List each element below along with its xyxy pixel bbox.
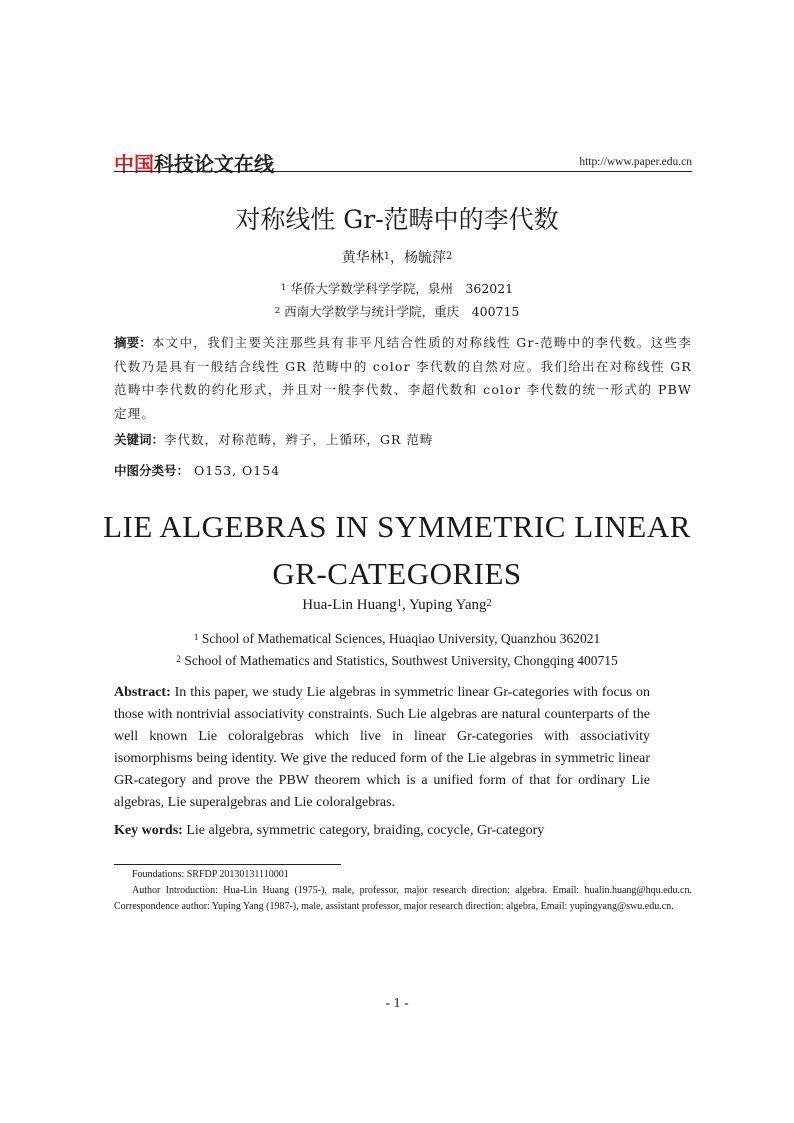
chinese-author-1: 黄华林 bbox=[341, 250, 384, 266]
english-affiliation-1 bbox=[0, 631, 794, 647]
english-author-2: , Yuping Yang bbox=[402, 597, 487, 613]
logo-red-text: 中国 bbox=[114, 152, 154, 176]
footnote-divider bbox=[114, 864, 341, 865]
english-author-1: Hua-Lin Huang bbox=[302, 597, 397, 613]
english-author-1-sup: 1 bbox=[396, 597, 403, 609]
chinese-classification-label: 中图分类号： bbox=[114, 463, 190, 478]
english-abstract-label: Abstract: bbox=[114, 685, 171, 700]
chinese-author-1-sup: 1 bbox=[383, 251, 390, 263]
journal-url[interactable]: http://www.paper.edu.cn bbox=[579, 156, 692, 168]
english-keywords-label: Key words: bbox=[114, 823, 183, 838]
page-number: - 1 - bbox=[385, 996, 409, 1011]
english-aff2-text: School of Mathematics and Statistics, Southwest University, Chongqing 400715 bbox=[180, 653, 618, 668]
english-affiliation-2 bbox=[0, 653, 794, 669]
chinese-affiliation-2 bbox=[0, 302, 794, 320]
chinese-keywords bbox=[114, 430, 692, 448]
english-abstract bbox=[114, 682, 650, 814]
english-keywords-text: Lie algebra, symmetric category, braiding, cocycle, Gr-category bbox=[182, 823, 545, 838]
chinese-aff2-text: 西南大学数学与统计学院，重庆 400715 bbox=[280, 304, 520, 319]
chinese-aff2-sup: 2 bbox=[274, 306, 281, 317]
english-abstract-text: In this paper, we study Lie algebras in symmetric linear Gr-categories with focus on those with nontrivial associativity constraints. Such Lie algebras are natural counterparts of the well known Lie coloralgebras which live in linear Gr-categories with associativity isomorphisms being identity. We give the reduced form of the Lie algebras in symmetric linear GR-category and prove the PBW theorem which is a unified form of that for ordinary Lie algebras, Lie superalgebras and Lie coloralgebras. bbox=[114, 685, 650, 810]
chinese-authors bbox=[0, 247, 794, 267]
footnote-author-intro: Author Introduction: Hua-Lin Huang (1975-), male, professor, major research direction: algebra. Email: hualin.huang@hqu.edu.cn. Correspondence author: Yuping Yang (1987-), male, assistant professor, major research direction: algebra, Email: yupingyang@swu.edu.cn. bbox=[114, 885, 692, 912]
english-title bbox=[0, 503, 794, 597]
chinese-keywords-label: 关键词： bbox=[114, 432, 165, 447]
chinese-keywords-text: 李代数，对称范畴，辫子，上循环，GR 范畴 bbox=[164, 432, 434, 447]
english-aff1-sup: 1 bbox=[193, 633, 199, 644]
chinese-classification bbox=[114, 461, 692, 479]
english-keywords bbox=[114, 823, 692, 839]
logo-dark-text: 科技论文在线 bbox=[154, 152, 274, 176]
chinese-author-2-sup: 2 bbox=[446, 251, 453, 263]
chinese-abstract-text: 本文中，我们主要关注那些具有非平凡结合性质的对称线性 Gr-范畴中的李代数。这些李代数乃是具有一般结合线性 GR 范畴中的 color 李代数的自然对应。我们给出在对称线性 GR 范畴中李代数的约化形式，并且对一般李代数、李超代数和 color 李代数的统一形式的 PBW 定理。 bbox=[114, 335, 692, 421]
english-author-2-sup: 2 bbox=[486, 597, 492, 609]
english-aff2-sup: 2 bbox=[176, 655, 181, 666]
english-title-line-1: LIE ALGEBRAS IN SYMMETRIC LINEAR bbox=[103, 509, 691, 544]
english-title-line-2: GR-CATEGORIES bbox=[272, 556, 522, 591]
footnotes bbox=[114, 867, 692, 915]
journal-logo bbox=[114, 148, 274, 177]
header-divider bbox=[114, 171, 692, 172]
chinese-abstract bbox=[114, 331, 692, 425]
english-authors bbox=[0, 597, 794, 614]
chinese-affiliation-1 bbox=[0, 279, 794, 297]
english-aff1-text: School of Mathematical Sciences, Huaqiao University, Quanzhou 362021 bbox=[198, 631, 601, 646]
chinese-author-2: ，杨毓萍 bbox=[390, 250, 446, 266]
chinese-aff1-sup: 1 bbox=[280, 283, 287, 294]
footnote-foundations: Foundations: SRFDP 20130131110001 bbox=[132, 869, 289, 880]
chinese-classification-text: O153, O154 bbox=[189, 463, 281, 478]
chinese-title: 对称线性 Gr-范畴中的李代数 bbox=[235, 205, 559, 234]
journal-header bbox=[114, 146, 692, 176]
chinese-aff1-text: 华侨大学数学科学学院，泉州 362021 bbox=[286, 281, 514, 296]
chinese-abstract-label: 摘要： bbox=[114, 335, 152, 350]
